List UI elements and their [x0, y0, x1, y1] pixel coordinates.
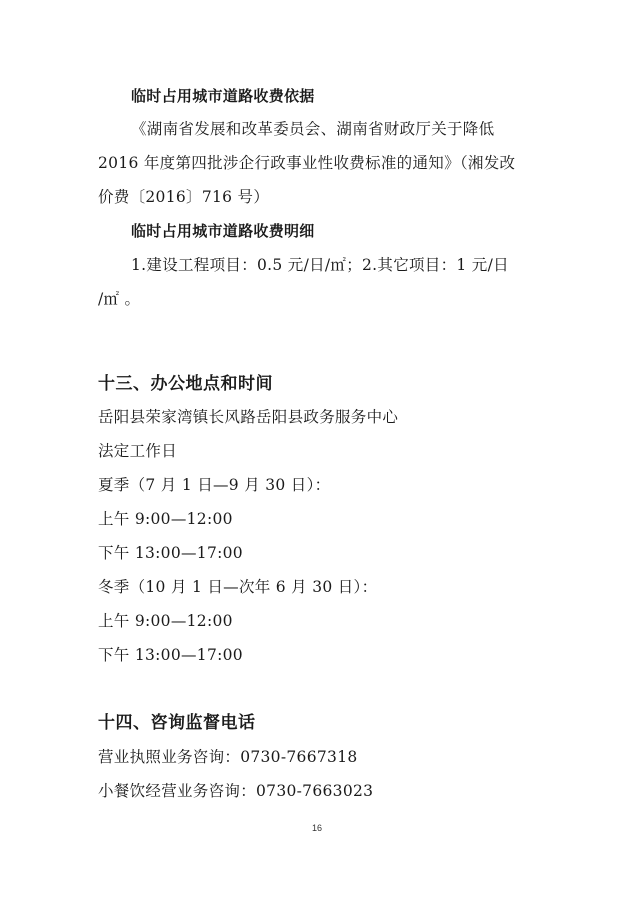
winter-season: 冬季（10 月 1 日—次年 6 月 30 日）：: [98, 578, 378, 596]
fee-basis-line-1: 《湖南省发展和改革委员会、湖南省财政厅关于降低: [131, 120, 495, 138]
page-number: 16: [311, 823, 322, 833]
working-days: 法定工作日: [98, 442, 178, 460]
summer-season: 夏季（7 月 1 日—9 月 30 日）：: [98, 476, 331, 494]
summer-morning: 上午 9:00—12:00: [98, 510, 233, 528]
winter-morning: 上午 9:00—12:00: [98, 612, 233, 630]
fee-basis-title: 临时占用城市道路收费依据: [131, 87, 315, 105]
winter-afternoon: 下午 13:00—17:00: [98, 646, 243, 664]
fee-basis-line-2: 2016 年度第四批涉企行政事业性收费标准的通知》（湘发改: [98, 154, 516, 172]
summer-afternoon: 下午 13:00—17:00: [98, 544, 243, 562]
section-13-heading: 十三、办公地点和时间: [98, 374, 273, 394]
section-14-heading: 十四、咨询监督电话: [98, 713, 256, 733]
fee-detail-title: 临时占用城市道路收费明细: [131, 222, 315, 240]
business-license-phone: 营业执照业务咨询：0730-7667318: [98, 748, 358, 766]
office-address: 岳阳县荣家湾镇长风路岳阳县政务服务中心: [98, 408, 399, 426]
fee-basis-line-3: 价费〔2016〕716 号）: [98, 188, 270, 206]
fee-detail-line-2: /㎡ 。: [98, 290, 141, 308]
fee-detail-line-1: 1.建设工程项目：0.5 元/日/㎡；2.其它项目：1 元/日: [131, 256, 509, 274]
small-catering-phone: 小餐饮经营业务咨询：0730-7663023: [98, 782, 374, 800]
